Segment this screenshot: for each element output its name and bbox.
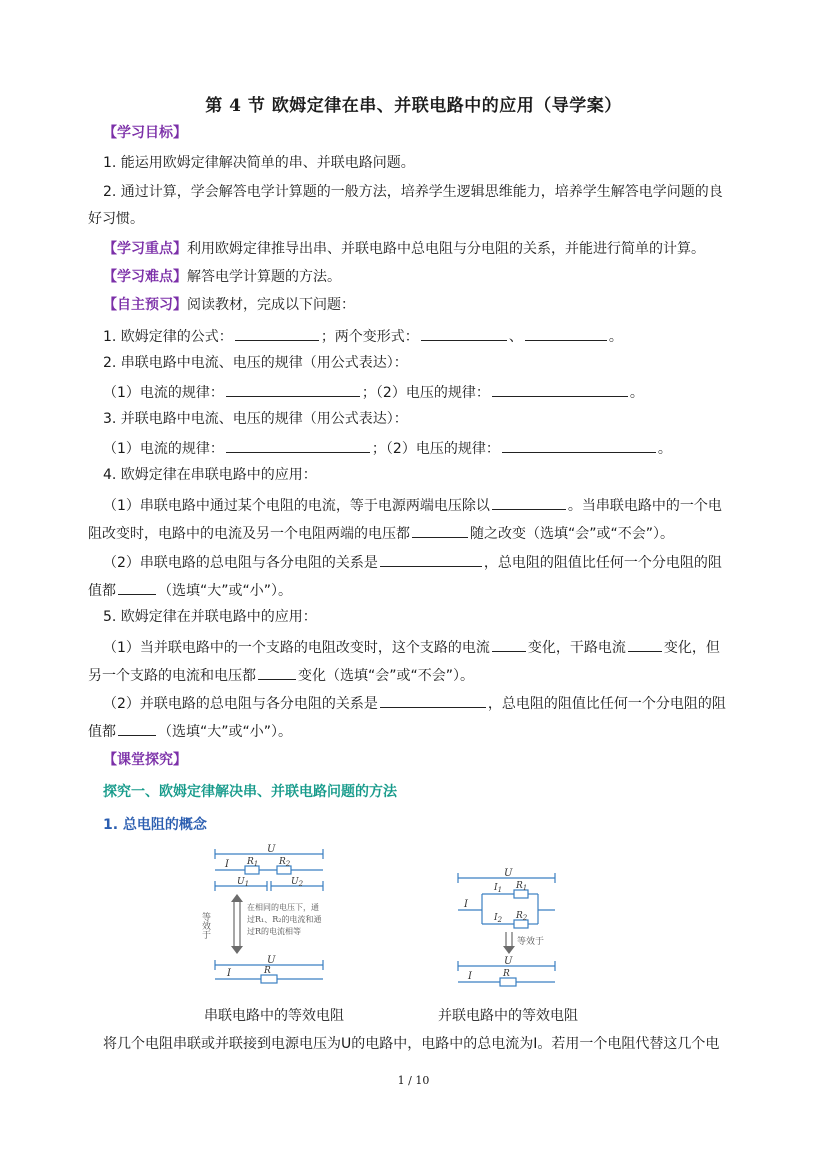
preview-q4-1: （1）串联电路中通过某个电阻的电流，等于电源两端电压除以 。当串联电路中的一个电 — [103, 494, 722, 516]
series-circuit-diagram — [200, 842, 335, 997]
goal-item-2: 2. 通过计算，学会解答电学计算题的一般方法，培养学生逻辑思维能力，培养学生解答电学问题的良 — [103, 184, 723, 200]
preview-q5-1-cont: 另一个支路的电流和电压都 变化（选填“会”或“不会”）。 — [88, 664, 474, 686]
answer-blank[interactable] — [525, 325, 607, 341]
preview-q5-2-cont: 值都 （选填“大”或“小”）。 — [88, 720, 292, 742]
svg-text:过R₁、R₂的电流和通: 过R₁、R₂的电流和通 — [247, 915, 322, 924]
difficulty-label: 【学习难点】 — [103, 269, 187, 285]
equivalent-label: 等效于 — [200, 912, 210, 939]
answer-blank[interactable] — [492, 381, 628, 397]
svg-text:R1: $R_1$ — [516, 881, 528, 892]
svg-text:R2: $R_2$ — [516, 911, 528, 922]
section-goals — [103, 123, 187, 143]
answer-blank[interactable] — [421, 325, 507, 341]
resistor-r — [500, 978, 516, 986]
up-arrow-icon — [231, 894, 243, 902]
goal-item-2-cont: 好习惯。 — [88, 211, 144, 227]
answer-blank[interactable] — [380, 692, 486, 708]
svg-text:U: U — [504, 956, 513, 967]
preview-label: 【自主预习】 — [103, 297, 187, 313]
svg-text:R: R — [503, 969, 510, 979]
page-title: 第 4 节 欧姆定律在串、并联电路中的应用（导学案） — [205, 96, 622, 116]
preview-q4-1-cont: 阻改变时，电路中的电流及另一个电阻两端的电压都 随之改变（选填“会”或“不会”）。 — [88, 522, 674, 544]
equivalent-label: 等效于 — [517, 937, 545, 947]
svg-text:U: U — [267, 844, 276, 855]
svg-text:U: U — [267, 955, 276, 966]
parallel-caption: 并联电路中的等效电阻 — [438, 1008, 578, 1024]
answer-blank[interactable] — [258, 664, 296, 680]
svg-text:R2: $R_2$ — [279, 857, 291, 868]
page-number: 1 / 10 — [397, 1074, 430, 1087]
svg-text:U2: $U_2$ — [291, 877, 304, 888]
preview-intro: 阅读教材，完成以下问题： — [187, 297, 355, 313]
svg-text:I: I — [464, 899, 468, 910]
answer-blank[interactable] — [118, 720, 156, 736]
explore-paragraph: 将几个电阻串联或并联接到电源电压为U的电路中，电路中的总电流为I。若用一个电阻代替这几个电 — [103, 1036, 720, 1052]
preview-q5-1: （1）当并联电路中的一个支路的电阻改变时，这个支路的电流 变化，干路电流 变化，但 — [103, 636, 720, 658]
preview-q3: 3. 并联电路中电流、电压的规律（用公式表达）： — [103, 411, 408, 427]
preview — [103, 295, 355, 315]
svg-text:R1: $R_1$ — [247, 857, 259, 868]
key-points-label: 【学习重点】 — [103, 241, 187, 257]
answer-blank[interactable] — [226, 381, 360, 397]
preview-q2-line: （1）电流的规律： ；（2）电压的规律： 。 — [103, 381, 644, 403]
difficulty-text: 解答电学计算题的方法。 — [187, 269, 341, 285]
preview-q4: 4. 欧姆定律在串联电路中的应用： — [103, 467, 317, 483]
answer-blank[interactable] — [492, 494, 566, 510]
parallel-circuit-diagram — [450, 866, 565, 996]
series-caption: 串联电路中的等效电阻 — [204, 1008, 344, 1024]
resistor-r — [261, 975, 277, 983]
svg-text:R: R — [264, 966, 271, 976]
explore-heading: 探究一、欧姆定律解决串、并联电路问题的方法 — [103, 784, 397, 800]
svg-text:在相同的电压下，通: 在相同的电压下，通 — [247, 903, 319, 912]
key-points-text: 利用欧姆定律推导出串、并联电路中总电阻与分电阻的关系，并能进行简单的计算。 — [187, 241, 705, 257]
svg-text:I: I — [225, 859, 229, 870]
down-arrow-icon — [231, 946, 243, 954]
preview-q5-2: （2）并联电路的总电阻与各分电阻的关系是 ，总电阻的阻值比任何一个分电阻的阻 — [103, 692, 726, 714]
goals-label: 【学习目标】 — [103, 125, 187, 141]
svg-text:I: I — [227, 968, 231, 979]
svg-text:I: I — [468, 971, 472, 982]
key-points — [103, 239, 705, 259]
svg-text:U1: $U_1$ — [237, 877, 250, 888]
preview-q3-line: （1）电流的规律： ；（2）电压的规律： 。 — [103, 437, 672, 459]
answer-blank[interactable] — [226, 437, 370, 453]
svg-text:I2: $I_2$ — [494, 913, 503, 924]
answer-blank[interactable] — [502, 437, 656, 453]
preview-q4-2: （2）串联电路的总电阻与各分电阻的关系是 ，总电阻的阻值比任何一个分电阻的阻 — [103, 551, 722, 573]
svg-text:过R的电流相等: 过R的电流相等 — [247, 927, 302, 936]
down-arrow-icon — [503, 946, 515, 954]
answer-blank[interactable] — [235, 325, 319, 341]
answer-blank[interactable] — [628, 636, 662, 652]
preview-q1: 1. 欧姆定律的公式： ；两个变形式： 、 。 — [103, 325, 623, 347]
preview-q5: 5. 欧姆定律在并联电路中的应用： — [103, 609, 317, 625]
preview-q2: 2. 串联电路中电流、电压的规律（用公式表达）： — [103, 355, 408, 371]
answer-blank[interactable] — [412, 522, 468, 538]
answer-blank[interactable] — [492, 636, 526, 652]
answer-blank[interactable] — [380, 551, 482, 567]
answer-blank[interactable] — [118, 579, 156, 595]
difficulty — [103, 267, 341, 287]
svg-text:U: U — [504, 868, 513, 879]
svg-text:I1: $I_1$ — [494, 883, 503, 894]
preview-q4-2-cont: 值都 （选填“大”或“小”）。 — [88, 579, 292, 601]
explore-label: 【课堂探究】 — [103, 752, 187, 768]
goal-item-1: 1. 能运用欧姆定律解决简单的串、并联电路问题。 — [103, 155, 415, 171]
explore-subheading: 1. 总电阻的概念 — [103, 817, 207, 833]
explore — [103, 750, 187, 770]
